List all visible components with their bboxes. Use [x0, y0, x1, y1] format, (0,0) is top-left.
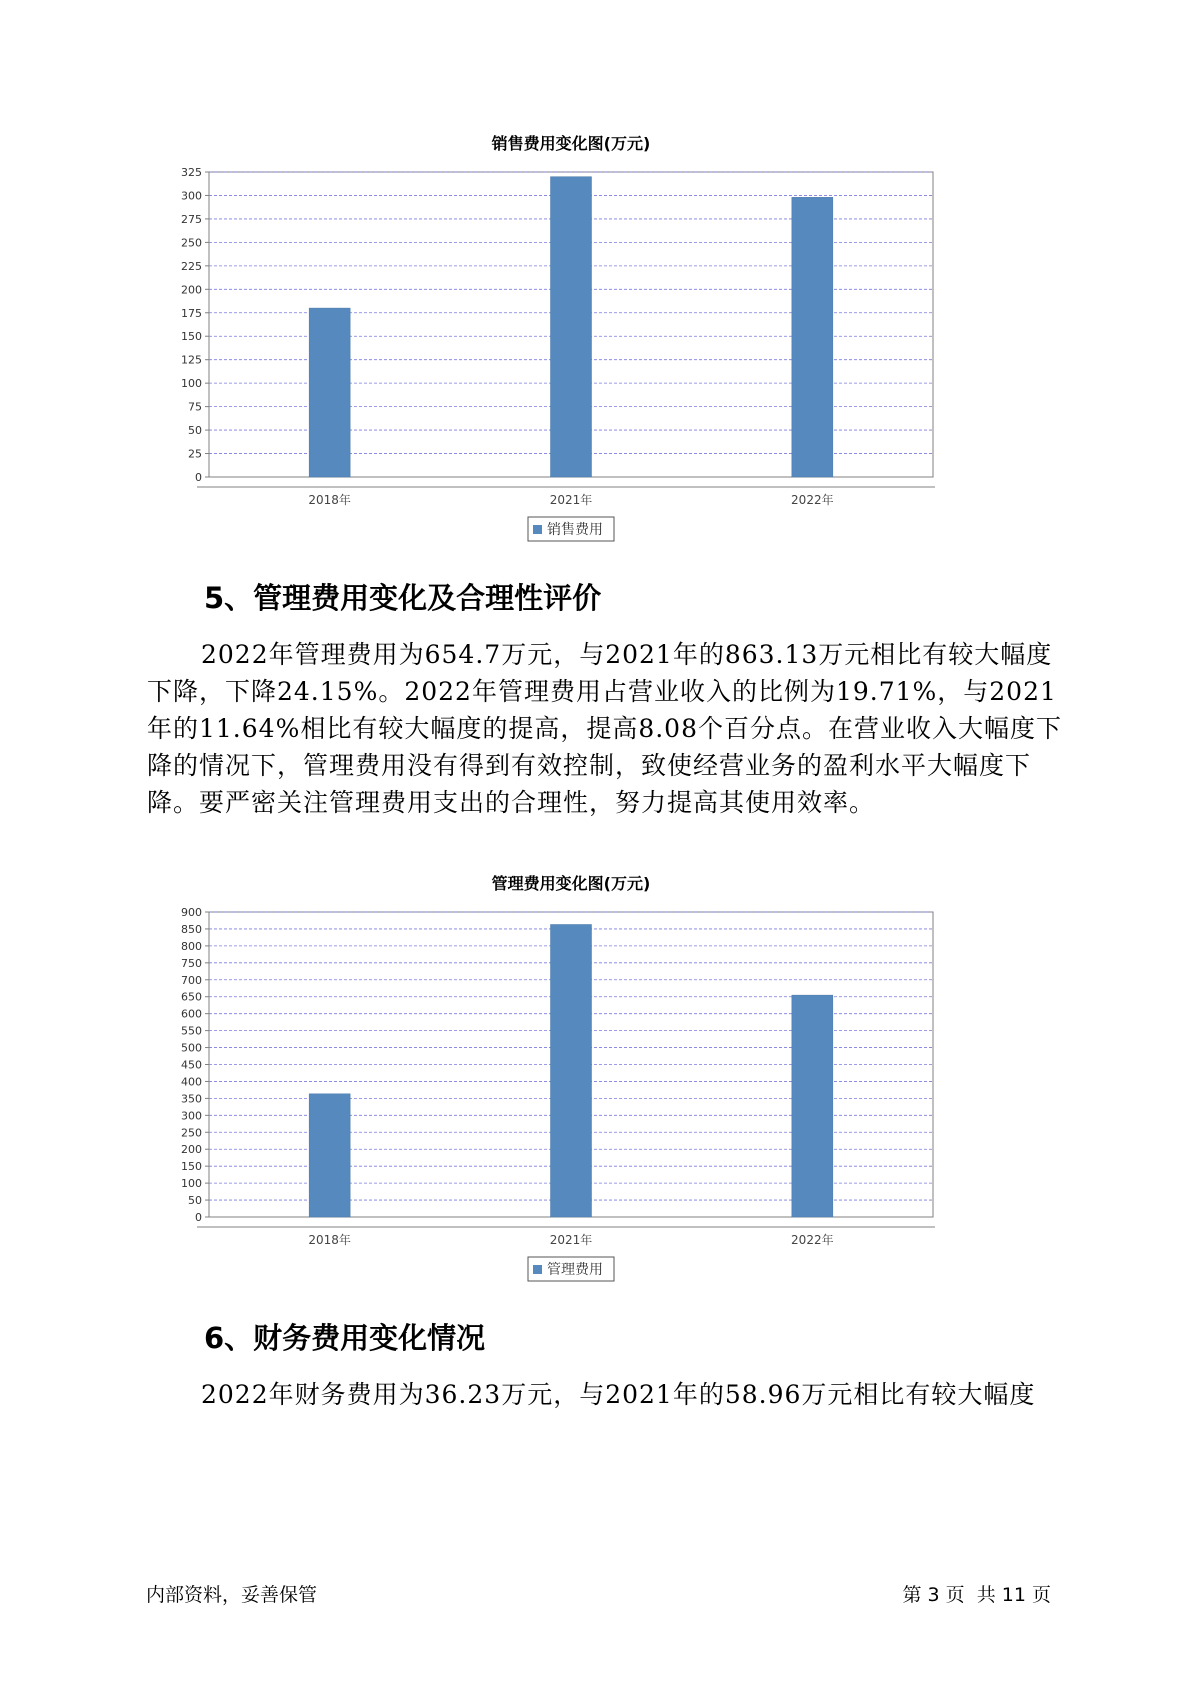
- legend-swatch: [533, 1265, 542, 1274]
- y-tick-label: 50: [188, 424, 202, 438]
- y-tick-label: 600: [181, 1007, 202, 1021]
- y-tick-label: 650: [181, 990, 202, 1004]
- y-tick-label: 0: [195, 1211, 202, 1224]
- chart-sales-expense: [150, 125, 1050, 545]
- chart-title: 管理费用变化图(万元): [491, 874, 651, 893]
- section-5-heading: 5、管理费用变化及合理性评价: [204, 581, 602, 615]
- y-tick-label: 25: [188, 447, 202, 461]
- y-tick-label: 175: [181, 306, 202, 320]
- y-tick-label: 200: [181, 1143, 202, 1157]
- y-tick-label: 325: [181, 166, 202, 179]
- y-tick-label: 250: [181, 236, 202, 250]
- x-tick-label: 2018年: [308, 493, 351, 507]
- y-tick-label: 350: [181, 1092, 202, 1106]
- y-tick-label: 750: [181, 956, 202, 970]
- y-tick-label: 75: [188, 400, 202, 414]
- y-tick-label: 400: [181, 1075, 202, 1089]
- y-tick-label: 100: [181, 1177, 202, 1191]
- section-5-paragraph: 2022年管理费用为654.7万元，与2021年的863.13万元相比有较大幅度下降，下降24.15%。2022年管理费用占营业收入的比例为19.71%，与2021年的11.64%相比有较大幅度的提高，提高8.08个百分点。在营业收入大幅度下降的情况下，管理费用没有得到有效控制，致使经营业务的盈利水平大幅度下降。要严密关注管理费用支出的合理性，努力提高其使用效率。: [147, 640, 1062, 817]
- x-tick-label: 2018年: [308, 1233, 351, 1247]
- y-tick-label: 700: [181, 973, 202, 987]
- y-tick-label: 850: [181, 922, 202, 936]
- y-tick-label: 225: [181, 259, 202, 273]
- x-tick-label: 2021年: [549, 1233, 593, 1247]
- x-tick-label: 2022年: [791, 1233, 834, 1247]
- section-6-heading: 6、财务费用变化情况: [204, 1321, 486, 1355]
- x-tick-label: 2021年: [549, 493, 593, 507]
- bar: [551, 924, 592, 1217]
- y-tick-label: 250: [181, 1126, 202, 1140]
- bar: [792, 197, 833, 477]
- y-tick-label: 100: [181, 377, 202, 391]
- y-tick-label: 150: [181, 1160, 202, 1174]
- footer-left: 内部资料，妥善保管: [146, 1584, 318, 1606]
- y-tick-label: 550: [181, 1024, 202, 1038]
- section-6-paragraph: 2022年财务费用为36.23万元，与2021年的58.96万元相比有较大幅度: [201, 1380, 1036, 1409]
- y-tick-label: 150: [181, 330, 202, 344]
- y-tick-label: 200: [181, 283, 202, 297]
- footer-page-number: 第 3 页 共 11 页: [902, 1584, 1051, 1606]
- legend-swatch: [533, 525, 542, 534]
- chart-admin-expense: [150, 865, 1050, 1285]
- legend-label: 销售费用: [547, 522, 603, 538]
- x-tick-label: 2022年: [791, 493, 834, 507]
- y-tick-label: 900: [181, 906, 202, 919]
- y-tick-label: 300: [181, 1109, 202, 1123]
- chart-admin-expense-svg: [150, 865, 1050, 1285]
- y-tick-label: 275: [181, 212, 202, 226]
- bar: [792, 995, 833, 1217]
- y-tick-label: 50: [188, 1194, 202, 1208]
- y-tick-label: 0: [195, 471, 202, 484]
- bar: [309, 308, 350, 477]
- y-tick-label: 450: [181, 1058, 202, 1072]
- y-tick-label: 800: [181, 939, 202, 953]
- y-tick-label: 125: [181, 353, 202, 367]
- bar: [551, 177, 592, 477]
- chart-sales-expense-svg: [150, 125, 1050, 545]
- y-tick-label: 500: [181, 1041, 202, 1055]
- chart-title: 销售费用变化图(万元): [491, 134, 651, 153]
- bar: [309, 1094, 350, 1217]
- legend-label: 管理费用: [547, 1262, 603, 1278]
- y-tick-label: 300: [181, 189, 202, 203]
